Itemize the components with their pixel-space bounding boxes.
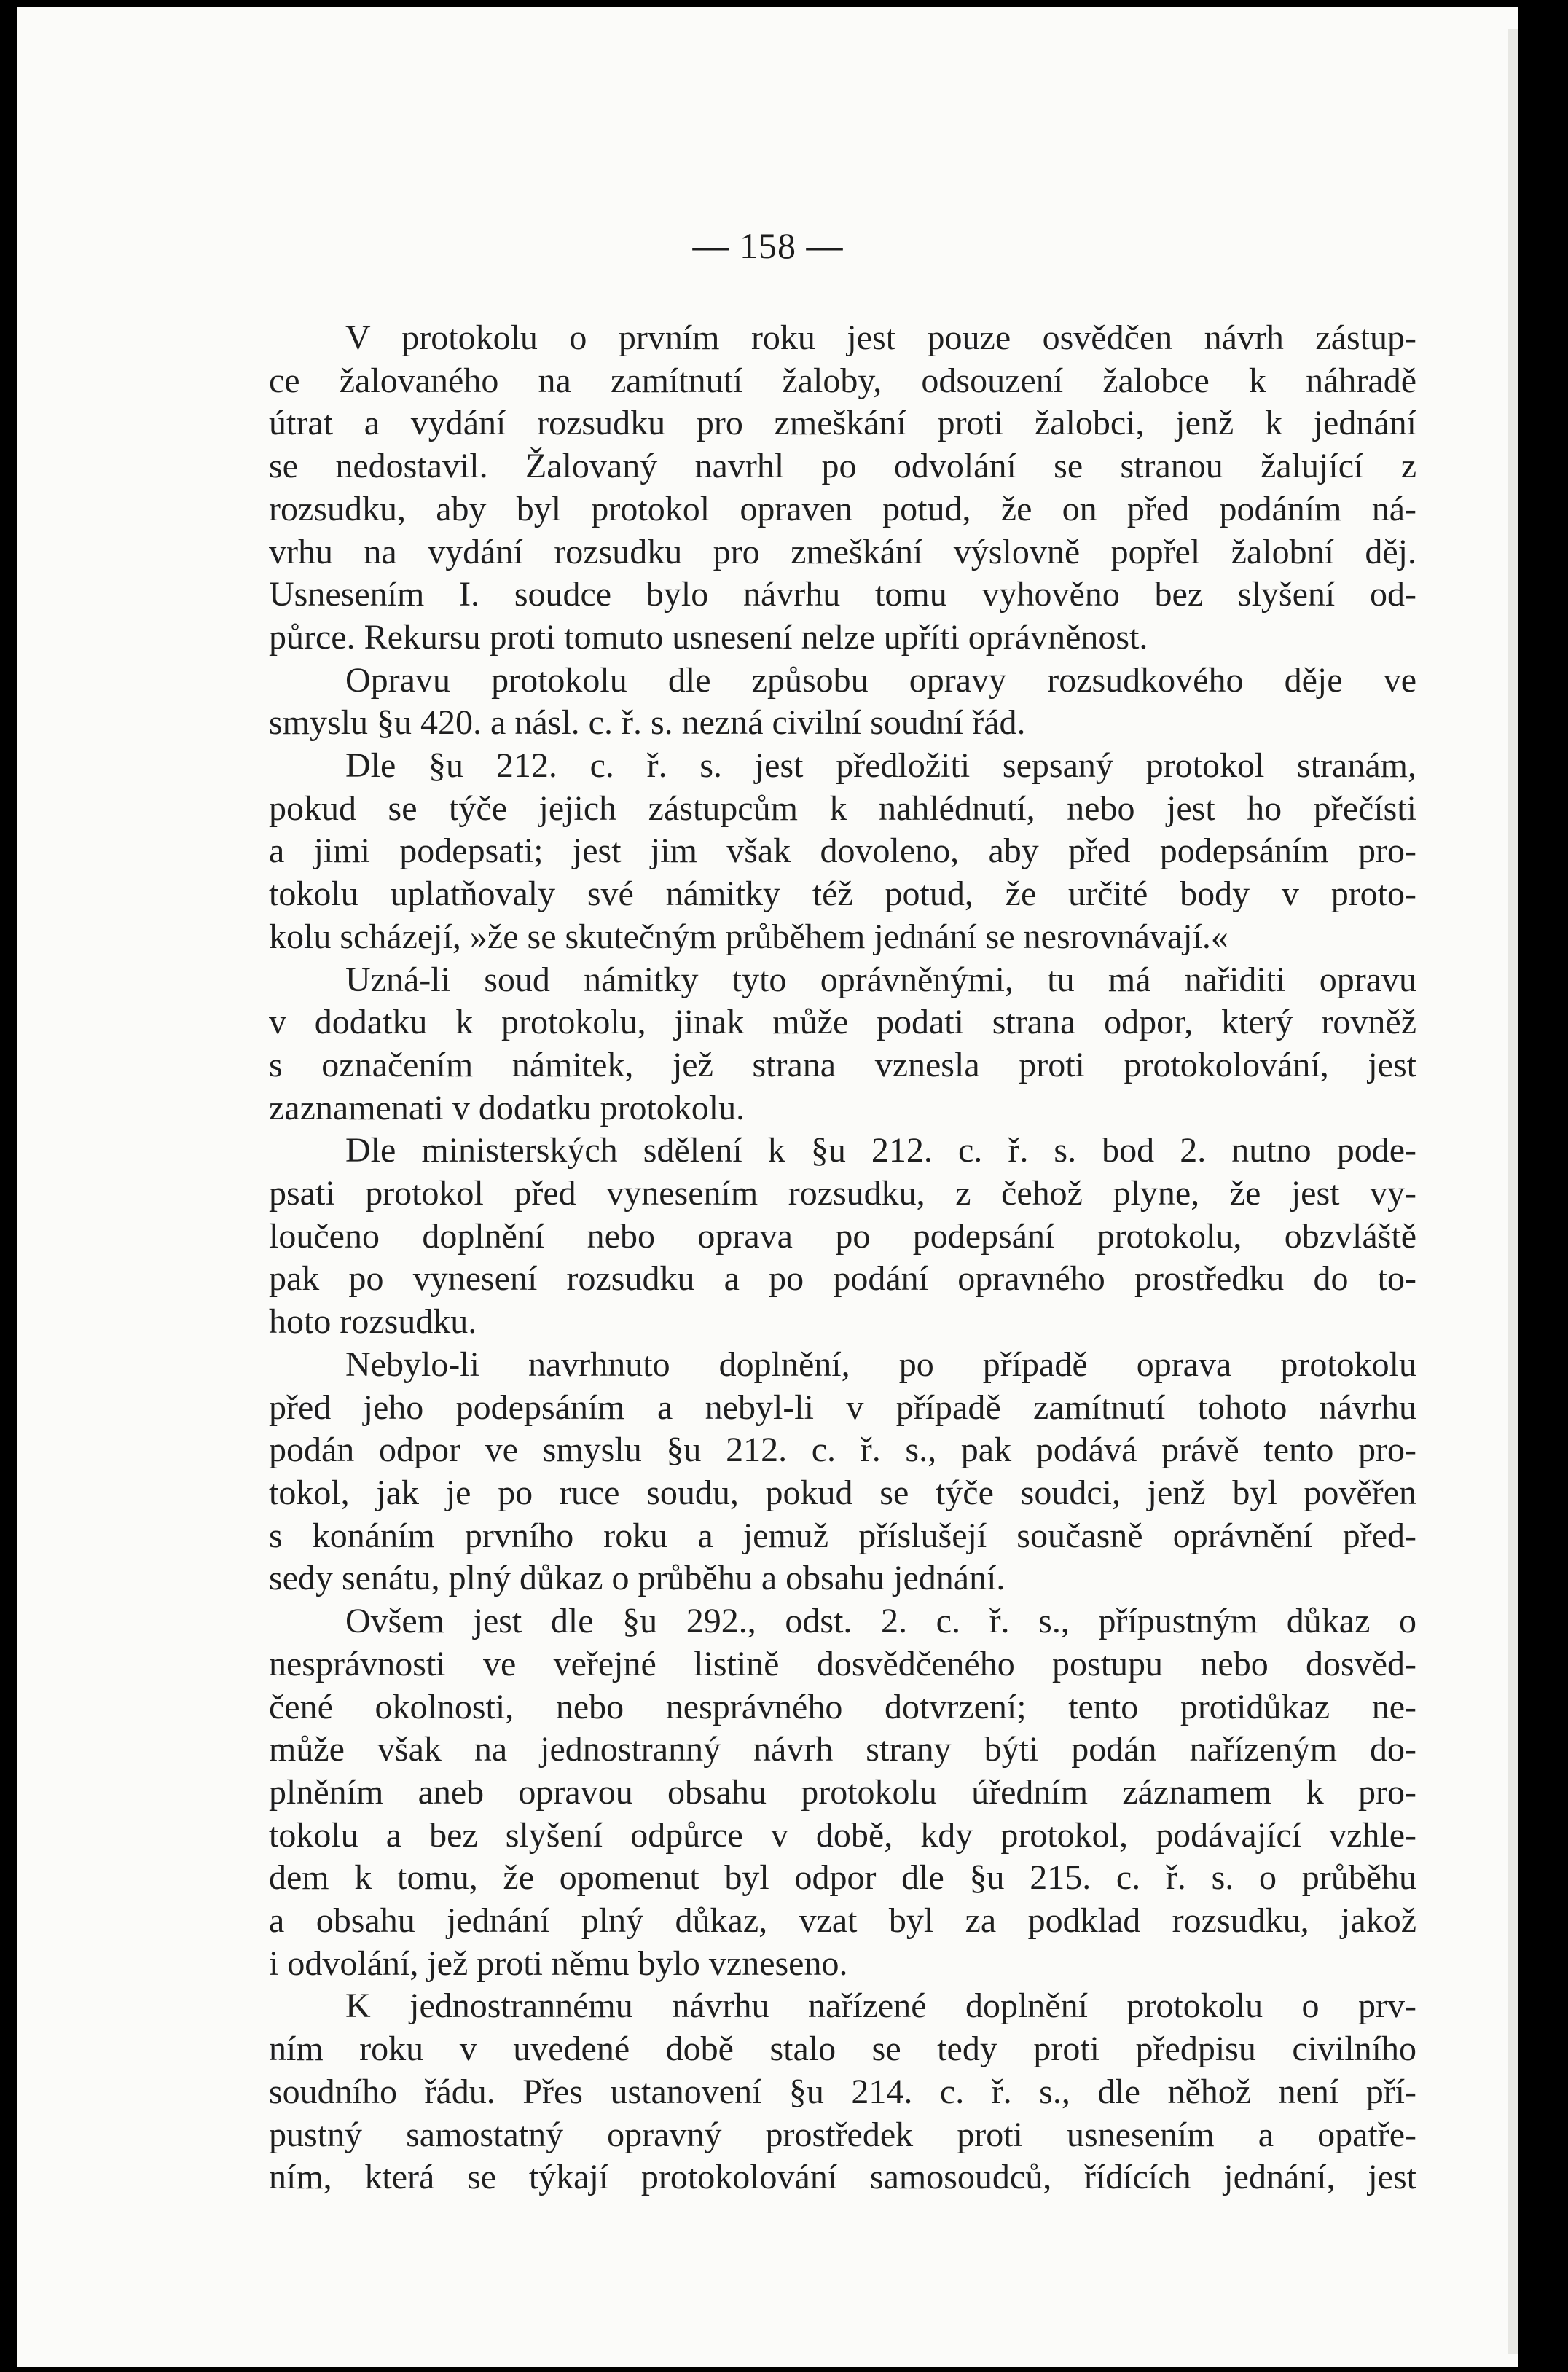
text-line: podán odpor ve smyslu §u 212. c. ř. s., pak podává právě tento pro- [269, 1430, 1416, 1470]
text-line: Ovšem jest dle §u 292., odst. 2. c. ř. s., přípustným důkaz o [345, 1602, 1416, 1641]
text-line: tokolu a bez slyšení odpůrce v době, kdy protokol, podávající vzhle- [269, 1815, 1416, 1855]
text-line: rozsudku, aby byl protokol opraven potud, že on před podáním ná- [269, 489, 1416, 528]
paragraph-7 [269, 1600, 1416, 1985]
text-line: může však na jednostranný návrh strany býti podán nařízeným do- [269, 1730, 1416, 1769]
text-line: smyslu §u 420. a násl. c. ř. s. nezná civilní soudní řád. [269, 703, 1026, 743]
text-line: pak po vynesení rozsudku a po podání opravného prostředku do to- [269, 1259, 1416, 1299]
text-line: tokolu uplatňovaly své námitky též potud, že určité body v proto- [269, 874, 1416, 914]
text-line: soudního řádu. Přes ustanovení §u 214. c. ř. s., dle něhož není pří- [269, 2072, 1416, 2111]
text-line: zaznamenati v dodatku protokolu. [269, 1088, 745, 1127]
text-line: a obsahu jednání plný důkaz, vzat byl za podklad rozsudku, jakož [269, 1901, 1416, 1941]
text-line: v dodatku k protokolu, jinak může podati strana odpor, který rovněž [269, 1003, 1416, 1042]
text-line: Opravu protokolu dle způsobu opravy rozsudkového děje ve [345, 660, 1416, 700]
text-line: Dle ministerských sdělení k §u 212. c. ř. s. bod 2. nutno pode- [345, 1131, 1416, 1170]
paragraph-3 [269, 745, 1416, 959]
paragraph-2 [269, 659, 1416, 745]
text-line: nesprávnosti ve veřejné listině dosvědčeného postupu nebo dosvěd- [269, 1644, 1416, 1683]
paragraph-5 [269, 1130, 1416, 1344]
text-line: V protokolu o prvním roku jest pouze osvědčen návrh zástup- [345, 318, 1416, 357]
paragraph-8 [269, 1985, 1416, 2199]
text-line: psati protokol před vynesením rozsudku, z čehož plyne, že jest vy- [269, 1174, 1416, 1213]
text-line: i odvolání, jež proti němu bylo vzneseno. [269, 1944, 848, 1983]
text-line: ním, která se týkají protokolování samosoudců, řídících jednání, jest [269, 2158, 1416, 2197]
page-number: — 158 — [692, 225, 844, 266]
text-line: půrce. Rekursu proti tomuto usnesení nelze upříti oprávněnost. [269, 617, 1148, 657]
text-line: Uzná-li soud námitky tyto oprávněnými, tu má nařiditi opravu [345, 960, 1416, 999]
text-line: před jeho podepsáním a nebyl-li v případě zamítnutí tohoto návrhu [269, 1387, 1416, 1427]
text-line: Dle §u 212. c. ř. s. jest předložiti sepsaný protokol stranám, [345, 746, 1416, 786]
text-line: s konáním prvního roku a jemuž příslušejí současně oprávnění před- [269, 1516, 1416, 1555]
text-line: kolu scházejí, »že se skutečným průběhem jednání se nesrovnávají.« [269, 917, 1228, 956]
text-line: čené okolnosti, nebo nesprávného dotvrzení; tento protidůkaz ne- [269, 1687, 1416, 1726]
paragraph-1 [269, 317, 1416, 659]
text-line: a jimi podepsati; jest jim však dovoleno, aby před podepsáním pro- [269, 831, 1416, 871]
text-line: loučeno doplnění nebo oprava po podepsání protokolu, obzvláště [269, 1216, 1416, 1256]
text-line: tokol, jak je po ruce soudu, pokud se týče soudci, jenž byl pověřen [269, 1473, 1416, 1512]
paragraph-4 [269, 959, 1416, 1130]
text-line: vrhu na vydání rozsudku pro zmeškání výslovně popřel žalobní děj. [269, 532, 1416, 571]
text-line: pokud se týče jejich zástupcům k nahlédnutí, nebo jest ho přečísti [269, 788, 1416, 828]
body-text [269, 317, 1416, 2199]
text-line: pustný samostatný opravný prostředek proti usnesením a opatře- [269, 2115, 1416, 2154]
text-line: sedy senátu, plný důkaz o průběhu a obsahu jednání. [269, 1559, 1006, 1598]
text-line: Nebylo-li navrhnuto doplnění, po případě oprava protokolu [345, 1344, 1416, 1384]
text-line: K jednostrannému návrhu nařízené doplnění protokolu o prv- [345, 1987, 1416, 2026]
text-line: hoto rozsudku. [269, 1302, 477, 1342]
text-line: plněním aneb opravou obsahu protokolu úředním záznamem k pro- [269, 1772, 1416, 1812]
text-line: s označením námitek, jež strana vznesla proti protokolování, jest [269, 1045, 1416, 1084]
text-line: ce žalovaného na zamítnutí žaloby, odsouzení žalobce k náhradě [269, 361, 1416, 400]
text-line: se nedostavil. Žalovaný navrhl po odvolání se stranou žalující z [269, 447, 1416, 486]
text-line: Usnesením I. soudce bylo návrhu tomu vyhověno bez slyšení od- [269, 575, 1416, 614]
text-line: ním roku v uvedené době stalo se tedy proti předpisu civilního [269, 2029, 1416, 2069]
paragraph-6 [269, 1344, 1416, 1600]
text-line: útrat a vydání rozsudku pro zmeškání proti žalobci, jenž k jednání [269, 404, 1416, 443]
scanned-page [17, 7, 1518, 2367]
text-line: dem k tomu, že opomenut byl odpor dle §u 215. c. ř. s. o průběhu [269, 1858, 1416, 1898]
